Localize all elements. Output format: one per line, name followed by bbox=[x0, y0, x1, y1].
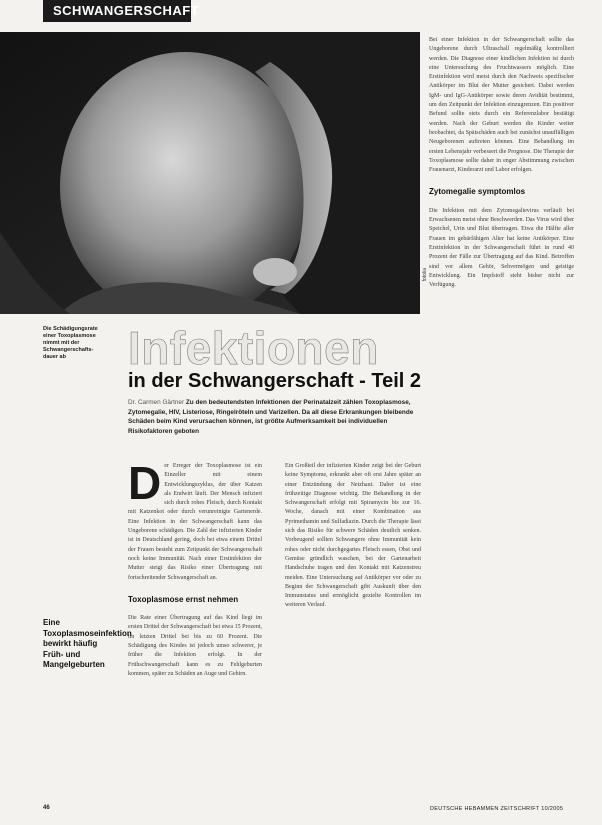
headline-subtitle: in der Schwangerschaft - Teil 2 bbox=[128, 370, 422, 392]
headline bbox=[128, 324, 428, 392]
body-text: Die Rate einer Übertragung auf das Kind liegt im ersten Drittel der Schwangerschaft bei etwa 15 Prozent, im letzten Drittel bei bis zu 60 Prozent. Die Schädigung des Kindes ist jedoch umso schwerer, je früher die Infektion erfolgt. In der Frühschwangerschaft kann es zu Fehlgeburten kommen, später zu Schäden an Auge und Gehirn. bbox=[128, 615, 262, 677]
section-label: SCHWANGERSCHAFT bbox=[43, 0, 191, 22]
body-text: Ein Großteil der infizierten Kinder zeigt bei der Geburt keine Symptome, erkrankt aber oft erst Jahre später an einer Entzündung der Netzhaut. Daher ist eine frühzeitige Diagnose wichtig. Die Behandlung in der Schwangerschaft erfolgt mit Spiramycin bis zur 16. Woche, danach mit einer Kombination aus Pyrimethamin und Sulfadiazin. Durch die Therapie lässt sich das Risiko für schwere Schäden deutlich senken. Vorbeugend sollten Schwangere ohne Immunität kein rohes oder nicht durchgegartes Fleisch essen, Obst und Gemüse gründlich waschen, bei der Gartenarbeit Handschuhe tragen und den Kontakt mit Katzenstreu meiden. Eine Untersuchung auf Antikörper vor oder zu Beginn der Schwangerschaft gibt Auskunft über den Immunstatus und ermöglicht gezielte Kontrollen im weiteren Verlauf. bbox=[285, 463, 421, 609]
body-text: Bei einer Infektion in der Schwangerschaft sollte das Ungeborene durch Ultraschall regelmäßig kontrolliert werden. Die Diagnose einer kindlichen Infektion ist durch eine Untersuchung des Fruchtwassers möglich. Eine Erstinfektion wird meist durch den Nachweis spezifischer Antikörper im Blut der Mutter gesichert. Dabei werden IgM- und IgG-Antikörper sowie deren Avidität bestimmt, um den Zeitpunkt der Infektion einzugrenzen. Ein positiver Befund sollte stets durch ein Referenzlabor bestätigt werden. Nach der Geburt werden die Kinder weiter beobachtet, da Spätschäden auch bei zunächst unauffälligen Neugeborenen auftreten können. Eine Behandlung im ersten Lebensjahr verbessert die Prognose. Die Therapie der Toxoplasmose sollte daher in enger Abstimmung zwischen Frauenarzt, Kinderarzt und Labor erfolgen. bbox=[429, 37, 574, 174]
drop-cap: D bbox=[128, 457, 162, 509]
subheading-toxoplasmose: Toxoplasmose ernst nehmen bbox=[128, 594, 239, 604]
pregnant-belly-photo bbox=[0, 32, 420, 314]
journal-name: DEUTSCHE HEBAMMEN ZEITSCHRIFT 10/2005 bbox=[430, 806, 564, 812]
intro-text: Zu den bedeutendsten Infektionen der Perinatalzeit zählen Toxoplasmose, Zytomegalie, HIV, Listeriose, Ringelröteln und Varizellen. Da all diese Erkrankungen bleibende Schäden beim Kind verursachen können, ist größte Aufmerksamkeit bei individuellen Risikofaktoren geboten bbox=[128, 399, 414, 435]
body-text: er Erreger der Toxoplasmose ist ein Einzeller mit einem Entwicklungszyklus, der über Katzen als Endwirt läuft. Der Mensch infiziert sich durch rohes Fleisch, durch Kontakt mit Katzenkot oder durch verunreinigte Gartenerde. Eine Infektion in der Schwangerschaft kann das Ungeborene schädigen. Die Zahl der infizierten Kinder ist in Deutschland gering, doch bei etwa einem Drittel der Frauen besteht zum Zeitpunkt der Schwangerschaft noch keine Immunität. Nach einer Erstinfektion der Mutter steigt das Risiko einer Übertragung mit fortschreitender Schwangerschaft an. bbox=[128, 463, 262, 581]
page-number: 46 bbox=[43, 805, 50, 811]
body-column-2 bbox=[285, 462, 421, 802]
intro-paragraph bbox=[128, 398, 420, 436]
body-text: Die Infektion mit dem Zytomegalievirus verläuft bei Erwachsenen meist ohne Beschwerden. Das Virus wird über Speichel, Urin und Blut übertragen. Etwa die Hälfte aller Frauen im gebärfähigen Alter hat keine Antikörper. Eine Erstinfektion in der Schwangerschaft führt in rund 40 Prozent der Fälle zur Übertragung auf das Kind. Betroffen sind vor allem Gehör, Sehvermögen und geistige Entwicklung. Ein Impfstoff steht bisher nicht zur Verfügung. bbox=[429, 207, 574, 289]
photo-credit: fotolia bbox=[422, 268, 428, 282]
body-column-1 bbox=[128, 457, 262, 802]
headline-title: Infektionen bbox=[128, 322, 379, 374]
body-column-3 bbox=[429, 36, 574, 796]
author-name: Dr. Carmen Gärtner bbox=[128, 399, 185, 406]
pull-quote: Eine Toxoplasmoseinfektion bewirkt häufig Früh- und Mangelgeburten bbox=[43, 618, 132, 669]
photo-caption: Die Schädigungsrate einer Toxoplasmose nimmt mit der Schwangerschafts-dauer ab bbox=[43, 326, 98, 360]
subheading-zytomegalie: Zytomegalie symptomlos bbox=[429, 187, 526, 197]
